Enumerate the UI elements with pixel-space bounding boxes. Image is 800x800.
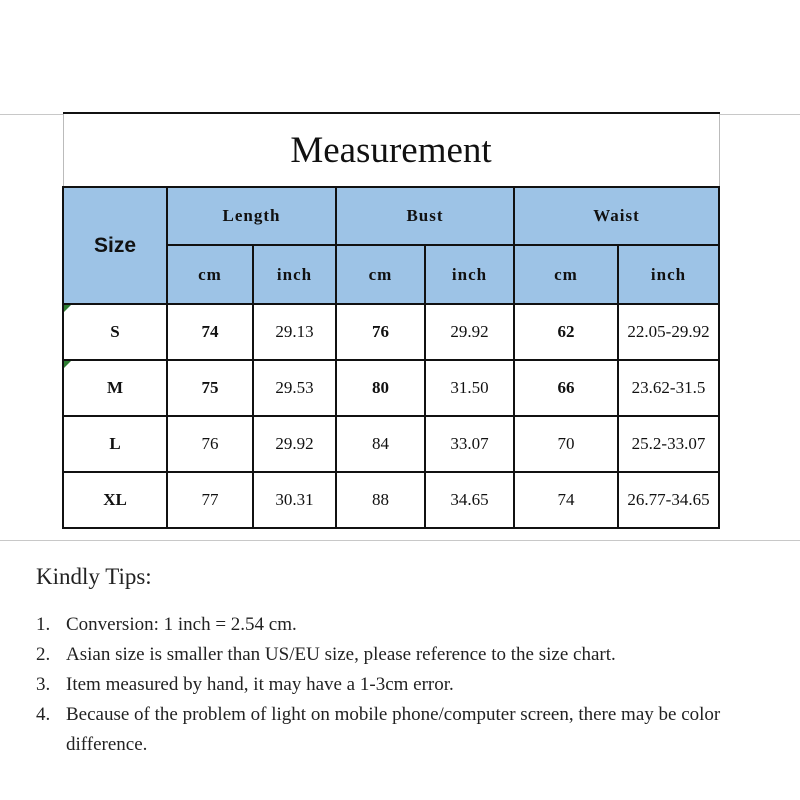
table-cell: 22.05-29.92 bbox=[618, 304, 719, 360]
table-cell: 74 bbox=[514, 472, 618, 528]
unit-header: cm bbox=[336, 245, 425, 304]
list-item bbox=[36, 610, 776, 640]
table-cell: 29.53 bbox=[253, 360, 336, 416]
tip-number: 4. bbox=[36, 704, 51, 725]
table-row bbox=[63, 416, 719, 472]
size-cell bbox=[63, 304, 167, 360]
table-cell: 75 bbox=[167, 360, 253, 416]
table-cell: 33.07 bbox=[425, 416, 514, 472]
table-row bbox=[63, 304, 719, 360]
size-cell: L bbox=[63, 416, 167, 472]
table-row bbox=[63, 360, 719, 416]
size-cell bbox=[63, 360, 167, 416]
bottom-divider bbox=[0, 540, 800, 541]
table-cell: 66 bbox=[514, 360, 618, 416]
table-cell: 29.92 bbox=[425, 304, 514, 360]
unit-header: inch bbox=[425, 245, 514, 304]
table-cell: 23.62-31.5 bbox=[618, 360, 719, 416]
size-header: Size bbox=[63, 187, 167, 304]
tip-number: 1. bbox=[36, 614, 51, 635]
unit-header: inch bbox=[618, 245, 719, 304]
waist-header: Waist bbox=[514, 187, 719, 245]
table-cell: 29.13 bbox=[253, 304, 336, 360]
table-cell: 26.77-34.65 bbox=[618, 472, 719, 528]
table-cell: 31.50 bbox=[425, 360, 514, 416]
tips-section bbox=[36, 564, 776, 760]
table-cell: 29.92 bbox=[253, 416, 336, 472]
table-cell: 76 bbox=[336, 304, 425, 360]
cell-marker-icon bbox=[64, 305, 71, 312]
unit-header: inch bbox=[253, 245, 336, 304]
size-label: S bbox=[110, 322, 120, 341]
list-item bbox=[36, 640, 776, 670]
unit-header: cm bbox=[167, 245, 253, 304]
tip-text: Because of the problem of light on mobile phone/computer screen, there may be color difference. bbox=[66, 704, 721, 755]
size-cell: XL bbox=[63, 472, 167, 528]
table-cell: 80 bbox=[336, 360, 425, 416]
table-row bbox=[63, 472, 719, 528]
table-cell: 77 bbox=[167, 472, 253, 528]
table-title: Measurement bbox=[63, 113, 719, 187]
table-cell: 25.2-33.07 bbox=[618, 416, 719, 472]
tip-text: Item measured by hand, it may have a 1-3cm error. bbox=[66, 674, 454, 695]
tip-number: 3. bbox=[36, 674, 51, 695]
table-cell: 76 bbox=[167, 416, 253, 472]
table-cell: 70 bbox=[514, 416, 618, 472]
unit-header: cm bbox=[514, 245, 618, 304]
table-cell: 30.31 bbox=[253, 472, 336, 528]
tip-text: Asian size is smaller than US/EU size, please reference to the size chart. bbox=[66, 644, 616, 665]
table-cell: 74 bbox=[167, 304, 253, 360]
table-cell: 34.65 bbox=[425, 472, 514, 528]
table-cell: 62 bbox=[514, 304, 618, 360]
table-cell: 84 bbox=[336, 416, 425, 472]
list-item bbox=[36, 700, 776, 760]
tips-title: Kindly Tips: bbox=[36, 564, 152, 589]
tip-text: Conversion: 1 inch = 2.54 cm. bbox=[66, 614, 297, 635]
list-item bbox=[36, 670, 776, 700]
size-label: M bbox=[106, 378, 124, 397]
size-chart-table bbox=[62, 112, 720, 529]
table-cell: 88 bbox=[336, 472, 425, 528]
tip-number: 2. bbox=[36, 644, 51, 665]
length-header: Length bbox=[167, 187, 336, 245]
tips-list bbox=[36, 610, 776, 760]
bust-header: Bust bbox=[336, 187, 514, 245]
cell-marker-icon bbox=[64, 361, 71, 368]
